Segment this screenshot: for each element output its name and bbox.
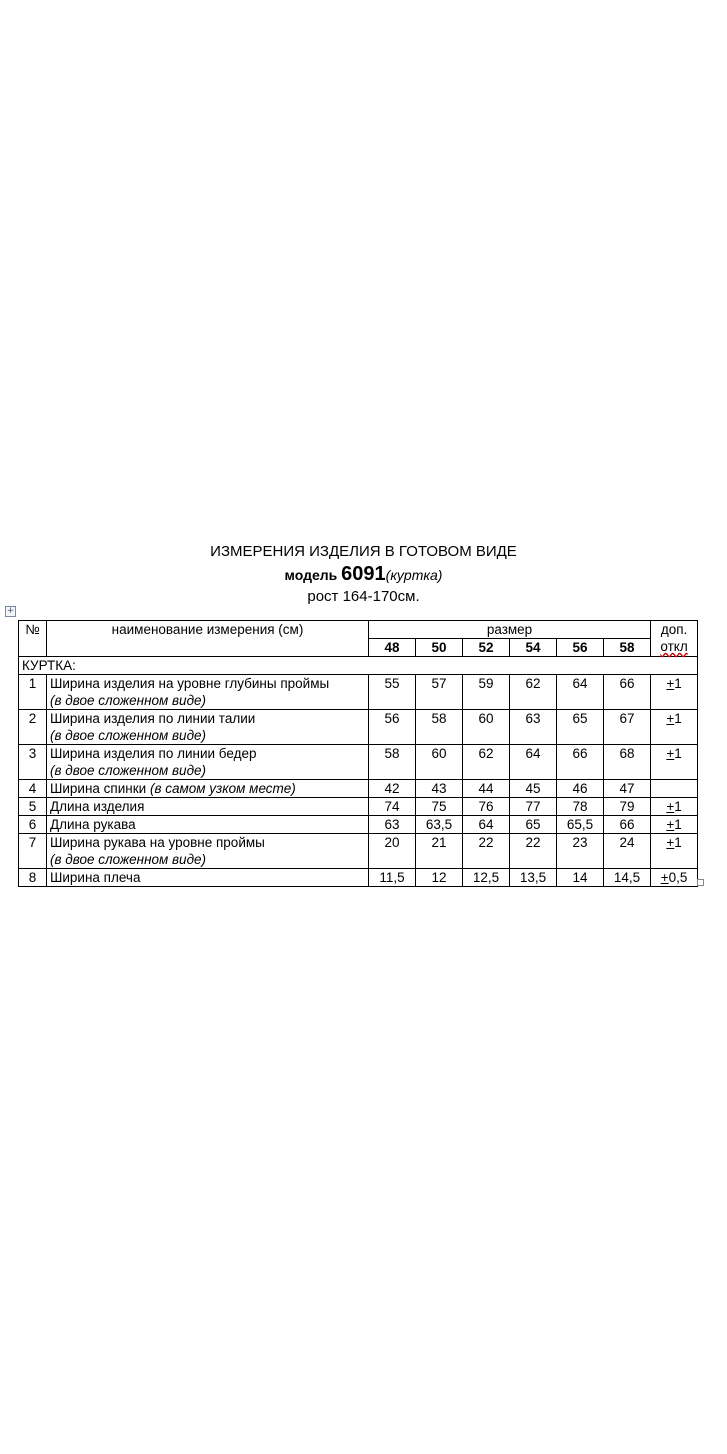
table-resize-handle[interactable] bbox=[697, 879, 704, 886]
document-title: ИЗМЕРЕНИЯ ИЗДЕЛИЯ В ГОТОВОМ ВИДЕ bbox=[210, 543, 517, 560]
row-number: 7 bbox=[19, 834, 47, 869]
measurement-note: (в двое сложенном виде) bbox=[50, 728, 207, 743]
tolerance-sign: + bbox=[666, 817, 675, 832]
measurement-label: Ширина рукава на уровне проймы bbox=[50, 835, 265, 850]
tolerance-value: 1 bbox=[674, 711, 682, 726]
value-cell: 63 bbox=[369, 816, 416, 834]
tolerance-value: 0,5 bbox=[668, 870, 688, 885]
document-title-block bbox=[0, 541, 727, 608]
value-cell: 65,5 bbox=[557, 816, 604, 834]
value-cell: 64 bbox=[510, 745, 557, 780]
tolerance-value: 1 bbox=[674, 817, 682, 832]
value-cell: 45 bbox=[510, 780, 557, 798]
value-cell: 58 bbox=[416, 710, 463, 745]
tolerance-sign: + bbox=[666, 676, 675, 691]
size-header: 54 bbox=[510, 639, 557, 657]
value-cell: 55 bbox=[369, 675, 416, 710]
row-number: 6 bbox=[19, 816, 47, 834]
size-header: 52 bbox=[463, 639, 510, 657]
table-row bbox=[19, 834, 698, 869]
measurement-name bbox=[47, 798, 369, 816]
value-cell: 22 bbox=[510, 834, 557, 869]
value-cell: 60 bbox=[463, 710, 510, 745]
value-cell: 60 bbox=[416, 745, 463, 780]
header-tolerance-line1: доп. bbox=[660, 622, 688, 637]
value-cell: 59 bbox=[463, 675, 510, 710]
size-header: 56 bbox=[557, 639, 604, 657]
tolerance-value: 1 bbox=[674, 799, 682, 814]
header-size-group: размер bbox=[369, 621, 651, 639]
value-cell: 43 bbox=[416, 780, 463, 798]
table-row bbox=[19, 745, 698, 780]
tolerance-cell bbox=[651, 675, 698, 710]
height-range: рост 164-170см. bbox=[307, 588, 420, 605]
value-cell: 42 bbox=[369, 780, 416, 798]
measurement-name bbox=[47, 816, 369, 834]
value-cell: 11,5 bbox=[369, 869, 416, 887]
value-cell: 46 bbox=[557, 780, 604, 798]
tolerance-cell bbox=[651, 869, 698, 887]
value-cell: 47 bbox=[604, 780, 651, 798]
measurement-label: Длина изделия bbox=[50, 799, 145, 814]
value-cell: 62 bbox=[510, 675, 557, 710]
value-cell: 58 bbox=[369, 745, 416, 780]
value-cell: 66 bbox=[604, 816, 651, 834]
measurement-label: Ширина спинки bbox=[50, 781, 147, 796]
value-cell: 64 bbox=[463, 816, 510, 834]
size-header: 58 bbox=[604, 639, 651, 657]
value-cell: 77 bbox=[510, 798, 557, 816]
value-cell: 14,5 bbox=[604, 869, 651, 887]
value-cell: 63 bbox=[510, 710, 557, 745]
value-cell: 65 bbox=[510, 816, 557, 834]
size-header: 50 bbox=[416, 639, 463, 657]
tolerance-sign: + bbox=[660, 870, 669, 885]
value-cell: 66 bbox=[557, 745, 604, 780]
measurement-name bbox=[47, 675, 369, 710]
table-row bbox=[19, 675, 698, 710]
tolerance-sign: + bbox=[666, 746, 675, 761]
tolerance-sign: + bbox=[666, 711, 675, 726]
header-row bbox=[19, 621, 698, 639]
tolerance-cell bbox=[651, 745, 698, 780]
value-cell: 24 bbox=[604, 834, 651, 869]
table-row bbox=[19, 869, 698, 887]
measurement-label: Ширина плеча bbox=[50, 870, 141, 885]
value-cell: 75 bbox=[416, 798, 463, 816]
measurement-label: Ширина изделия по линии бедер bbox=[50, 746, 257, 761]
table-row bbox=[19, 816, 698, 834]
row-number: 4 bbox=[19, 780, 47, 798]
value-cell: 12,5 bbox=[463, 869, 510, 887]
tolerance-sign: + bbox=[666, 799, 675, 814]
value-cell: 79 bbox=[604, 798, 651, 816]
header-num: № bbox=[19, 621, 47, 657]
value-cell: 23 bbox=[557, 834, 604, 869]
value-cell: 22 bbox=[463, 834, 510, 869]
value-cell: 44 bbox=[463, 780, 510, 798]
measurements-table bbox=[18, 620, 698, 887]
tolerance-value: 1 bbox=[674, 676, 682, 691]
value-cell: 78 bbox=[557, 798, 604, 816]
section-row bbox=[19, 657, 698, 675]
tolerance-sign: + bbox=[666, 835, 675, 850]
row-number: 2 bbox=[19, 710, 47, 745]
row-number: 1 bbox=[19, 675, 47, 710]
tolerance-cell bbox=[651, 780, 698, 798]
table-move-handle-icon[interactable]: + bbox=[6, 606, 15, 616]
section-label: КУРТКА: bbox=[19, 657, 698, 675]
value-cell: 21 bbox=[416, 834, 463, 869]
measurement-name bbox=[47, 780, 369, 798]
value-cell: 57 bbox=[416, 675, 463, 710]
model-number: 6091 bbox=[341, 563, 386, 585]
row-number: 3 bbox=[19, 745, 47, 780]
measurement-label: Ширина изделия по линии талии bbox=[50, 711, 256, 726]
value-cell: 20 bbox=[369, 834, 416, 869]
measurement-label: Ширина изделия на уровне глубины проймы bbox=[50, 676, 330, 691]
header-name: наименование измерения (см) bbox=[47, 621, 369, 657]
value-cell: 64 bbox=[557, 675, 604, 710]
tolerance-cell bbox=[651, 834, 698, 869]
value-cell: 12 bbox=[416, 869, 463, 887]
row-number: 8 bbox=[19, 869, 47, 887]
tolerance-cell bbox=[651, 798, 698, 816]
row-number: 5 bbox=[19, 798, 47, 816]
value-cell: 13,5 bbox=[510, 869, 557, 887]
measurement-note: (в двое сложенном виде) bbox=[50, 852, 207, 867]
value-cell: 14 bbox=[557, 869, 604, 887]
tolerance-cell bbox=[651, 816, 698, 834]
value-cell: 68 bbox=[604, 745, 651, 780]
table-row bbox=[19, 710, 698, 745]
measurement-note: (в двое сложенном виде) bbox=[50, 763, 207, 778]
measurement-name bbox=[47, 869, 369, 887]
tolerance-value: 1 bbox=[674, 746, 682, 761]
measurement-note: (в самом узком месте) bbox=[149, 781, 296, 796]
value-cell: 74 bbox=[369, 798, 416, 816]
value-cell: 56 bbox=[369, 710, 416, 745]
measurement-name bbox=[47, 745, 369, 780]
measurement-note: (в двое сложенном виде) bbox=[50, 693, 207, 708]
measurement-label: Длина рукава bbox=[50, 817, 136, 832]
value-cell: 66 bbox=[604, 675, 651, 710]
value-cell: 67 bbox=[604, 710, 651, 745]
value-cell: 62 bbox=[463, 745, 510, 780]
table-row bbox=[19, 780, 698, 798]
header-tolerance-line2: откл bbox=[660, 639, 688, 654]
header-tolerance bbox=[651, 621, 698, 657]
model-type: (куртка) bbox=[385, 567, 443, 583]
value-cell: 63,5 bbox=[416, 816, 463, 834]
measurement-name bbox=[47, 834, 369, 869]
measurement-name bbox=[47, 710, 369, 745]
model-label: модель bbox=[284, 567, 338, 583]
tolerance-value: 1 bbox=[674, 835, 682, 850]
size-header: 48 bbox=[369, 639, 416, 657]
model-line bbox=[0, 563, 727, 586]
tolerance-cell bbox=[651, 710, 698, 745]
value-cell: 65 bbox=[557, 710, 604, 745]
value-cell: 76 bbox=[463, 798, 510, 816]
table-row bbox=[19, 798, 698, 816]
